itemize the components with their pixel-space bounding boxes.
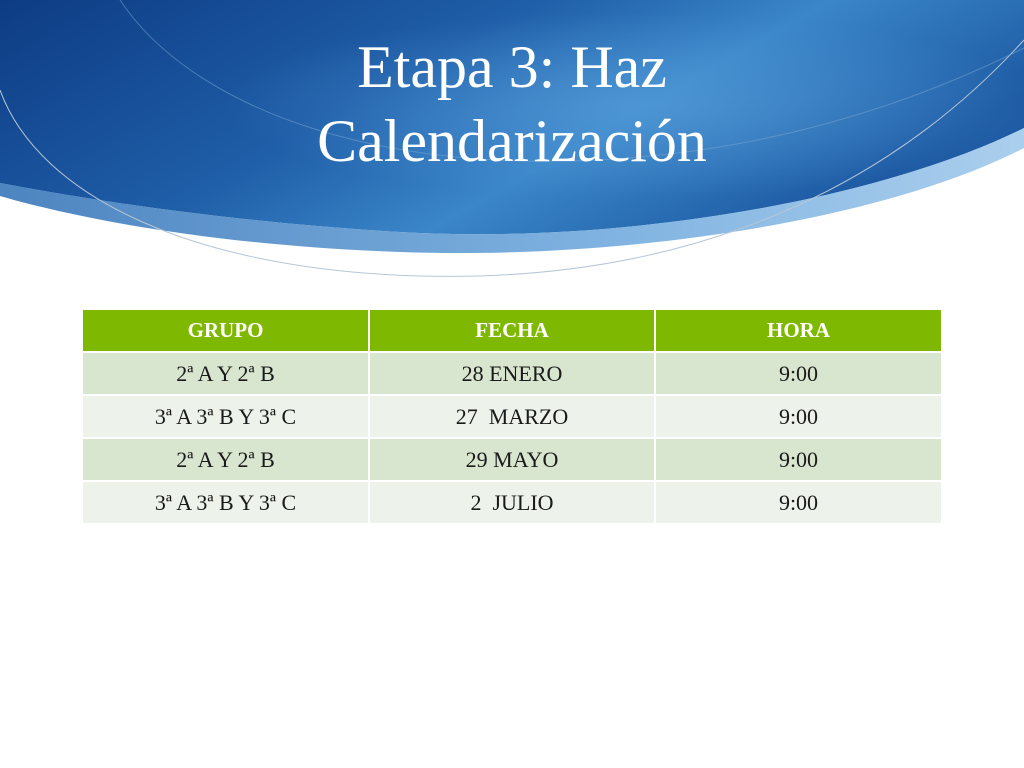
table-row bbox=[83, 481, 941, 524]
cell-grupo: 3ª A 3ª B Y 3ª C bbox=[83, 395, 369, 438]
cell-grupo: 2ª A Y 2ª B bbox=[83, 438, 369, 481]
slide-title-line-1: Etapa 3: Haz bbox=[357, 34, 667, 100]
table-row bbox=[83, 352, 941, 395]
cell-hora: 9:00 bbox=[655, 395, 941, 438]
column-header-hora: HORA bbox=[655, 310, 941, 352]
column-header-grupo: GRUPO bbox=[83, 310, 369, 352]
table-header-row bbox=[83, 310, 941, 352]
table-row bbox=[83, 438, 941, 481]
cell-hora: 9:00 bbox=[655, 352, 941, 395]
cell-fecha: 27 MARZO bbox=[369, 395, 655, 438]
schedule-table bbox=[83, 310, 941, 525]
table-row bbox=[83, 395, 941, 438]
cell-hora: 9:00 bbox=[655, 481, 941, 524]
cell-fecha: 28 ENERO bbox=[369, 352, 655, 395]
column-header-fecha: FECHA bbox=[369, 310, 655, 352]
cell-grupo: 3ª A 3ª B Y 3ª C bbox=[83, 481, 369, 524]
slide-title bbox=[0, 30, 1024, 178]
slide-title-line-2: Calendarización bbox=[317, 108, 707, 174]
cell-grupo: 2ª A Y 2ª B bbox=[83, 352, 369, 395]
cell-fecha: 29 MAYO bbox=[369, 438, 655, 481]
cell-fecha: 2 JULIO bbox=[369, 481, 655, 524]
cell-hora: 9:00 bbox=[655, 438, 941, 481]
